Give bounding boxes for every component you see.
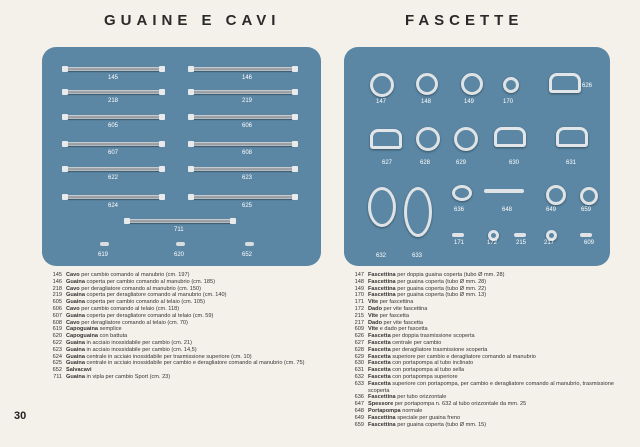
label-620: 620 (174, 252, 185, 258)
cable-608 (192, 142, 294, 146)
clamp-632-icon (368, 187, 396, 227)
label-632: 632 (376, 253, 387, 259)
label-217: 217 (544, 240, 555, 246)
cable-145 (66, 67, 161, 71)
legend-row: 625 Guaina centrale in acciaio inossidabile per cambio e deragliatore comando al manubrio (cm. 75) (52, 360, 305, 367)
legend-row: 609 Vite e dado per fascetta (354, 326, 428, 333)
label-147: 147 (376, 99, 387, 105)
label-659: 659 (581, 207, 592, 213)
clamps-legend (346, 272, 621, 428)
cable-623 (192, 167, 294, 171)
label-631: 631 (566, 160, 577, 166)
label-609: 609 (584, 240, 595, 246)
legend-row: 619 Capoguaina semplice (52, 326, 122, 333)
legend-row: 605 Guaina coperta per cambio comando al telaio (cm. 105) (52, 299, 205, 306)
legend-row: 629 Fascetta superiore per cambio e deragliatore comando al manubrio (354, 353, 536, 360)
legend-row: 648 Portapompa normale (354, 407, 423, 414)
legend-row: 608 Cavo per deragliatore comando al telaio (cm. 70) (52, 319, 188, 326)
label-630: 630 (509, 160, 520, 166)
legend-row: 647 Spessore per portapompa n. 632 al tubo orizzontale da mm. 25 (354, 401, 527, 408)
legend-row: 623 Guaina in acciaio inossidabile per cambio (cm. 14,5) (52, 346, 197, 353)
clamp-170-icon (503, 77, 519, 93)
legend-row: 622 Guaina in acciaio inossidabile per cambio (cm. 21) (52, 339, 192, 346)
cable-219 (192, 90, 294, 94)
legend-row: 170 Fascettina per guaina coperta (tubo Ø mm. 13) (354, 292, 487, 299)
legend-row: 659 Fascettina per guaina coperta (tubo Ø mm. 15) (354, 421, 487, 428)
label-652: 652 (242, 252, 253, 258)
label-215: 215 (516, 240, 527, 246)
cables-photo-panel (42, 47, 321, 266)
cables-legend (44, 272, 324, 381)
label-648: 648 (502, 207, 513, 213)
cable-625 (192, 195, 294, 199)
clamp-627-icon (370, 129, 402, 149)
legend-row: 630 Fascetta con portapompa al tubo inclinato (354, 360, 474, 367)
cable-711 (128, 219, 232, 223)
legend-row: 711 Guaina in vipla per cambio Sport (cm. 23) (53, 373, 171, 380)
label-628: 628 (420, 160, 431, 166)
label-624: 624 (108, 203, 119, 209)
label-149: 149 (464, 99, 475, 105)
label-622: 622 (108, 175, 119, 181)
cable-605 (66, 115, 161, 119)
clamp-659-icon (580, 187, 598, 205)
label-619: 619 (98, 252, 109, 258)
clamp-629-icon (454, 127, 478, 151)
label-219: 219 (242, 98, 253, 104)
label-636: 636 (454, 207, 465, 213)
screw-215-icon (514, 233, 526, 237)
clamp-628-icon (416, 127, 440, 151)
legend-row: 218 Cavo per deragliatore comando al manubrio (cm. 150) (52, 285, 201, 292)
legend-row: 217 Dado per vite fascetta (354, 319, 424, 326)
clamp-149-icon (461, 73, 483, 95)
clamp-147-icon (370, 73, 394, 97)
right-title: FASCETTE (405, 12, 524, 29)
label-626: 626 (582, 83, 593, 89)
label-145: 145 (108, 75, 119, 81)
legend-row: 149 Fascettina per guaina coperta (tubo Ø mm. 22) (354, 285, 487, 292)
label-608: 608 (242, 150, 253, 156)
clamp-649-icon (546, 185, 566, 205)
cap-619 (100, 242, 109, 246)
legend-row: 219 Guaina coperta per deragliatore comando al manubrio (cm. 140) (52, 292, 227, 299)
pump-holder-648-icon (484, 189, 524, 193)
screw-171-icon (452, 233, 464, 237)
legend-row: 631 Fascetta con portapompa al tubo sella (354, 367, 465, 374)
label-148: 148 (421, 99, 432, 105)
clamp-626-icon (549, 73, 581, 93)
cable-624 (66, 195, 161, 199)
label-711: 711 (174, 227, 184, 233)
legend-row: 633 Fascetta superiore con portapompa, per cambio e deragliatore comando al manubrio, trasmissione scoperta (354, 380, 614, 394)
legend-row: 652 Salvacavi (52, 367, 92, 374)
label-170: 170 (503, 99, 514, 105)
clamp-636-icon (452, 185, 472, 201)
label-607: 607 (108, 150, 119, 156)
label-625: 625 (242, 203, 253, 209)
cable-622 (66, 167, 161, 171)
label-633: 633 (412, 253, 423, 259)
label-606: 606 (242, 123, 253, 129)
cable-606 (192, 115, 294, 119)
legend-row: 215 Vite per fascetta (354, 312, 409, 319)
label-605: 605 (108, 123, 119, 129)
legend-row: 146 Guaina coperta per cambio comando al manubrio (cm. 185) (52, 278, 215, 285)
screw-609-icon (580, 233, 592, 237)
legend-row: 147 Fascettina per doppia guaina coperta (tubo Ø mm. 28) (354, 272, 505, 278)
label-172: 172 (487, 240, 498, 246)
legend-row: 606 Cavo per cambio comando al telaio (cm. 118) (52, 305, 180, 312)
guard-652 (245, 242, 254, 246)
legend-row: 649 Fascettina speciale per guaina freno (354, 414, 461, 421)
label-649: 649 (546, 207, 557, 213)
left-title: GUAINE E CAVI (104, 12, 281, 29)
clamp-631-icon (556, 127, 588, 147)
legend-row: 632 Fascetta con portapompa superiore (354, 373, 458, 380)
label-629: 629 (456, 160, 467, 166)
clamp-148-icon (416, 73, 438, 95)
legend-row: 607 Guaina coperta per deragliatore comando al telaio (cm. 59) (52, 312, 214, 319)
label-627: 627 (382, 160, 393, 166)
cap-620 (176, 242, 185, 246)
legend-row: 620 Capoguaina con battuta (52, 333, 128, 340)
legend-row: 626 Fascetta per doppia trasmissione scoperta (354, 333, 475, 340)
legend-row: 172 Dado per vite fascettina (354, 305, 428, 312)
label-171: 171 (454, 240, 465, 246)
legend-row: 628 Fascetta per deragliatore trasmissione scoperta (354, 346, 488, 353)
label-218: 218 (108, 98, 119, 104)
clamp-630-icon (494, 127, 526, 147)
cable-146 (192, 67, 294, 71)
label-623: 623 (242, 175, 253, 181)
page-number: 30 (14, 410, 27, 422)
clamp-633-icon (404, 187, 432, 237)
cable-607 (66, 142, 161, 146)
clamps-photo-panel (344, 47, 610, 266)
legend-row: 636 Fascettina per tubo orizzontale (354, 394, 447, 401)
legend-row: 171 Vite per fascettina (354, 299, 414, 306)
cable-218 (66, 90, 161, 94)
legend-row: 145 Cavo per cambio comando al manubrio (cm. 197) (52, 272, 190, 278)
legend-row: 624 Guaina centrale in acciaio inossidabile per trasmissione superiore (cm. 10) (52, 353, 252, 360)
label-146: 146 (242, 75, 253, 81)
legend-row: 627 Fascetta centrale per cambio (354, 339, 442, 346)
legend-row: 148 Fascettina per guaina coperta (tubo Ø mm. 28) (354, 278, 487, 285)
